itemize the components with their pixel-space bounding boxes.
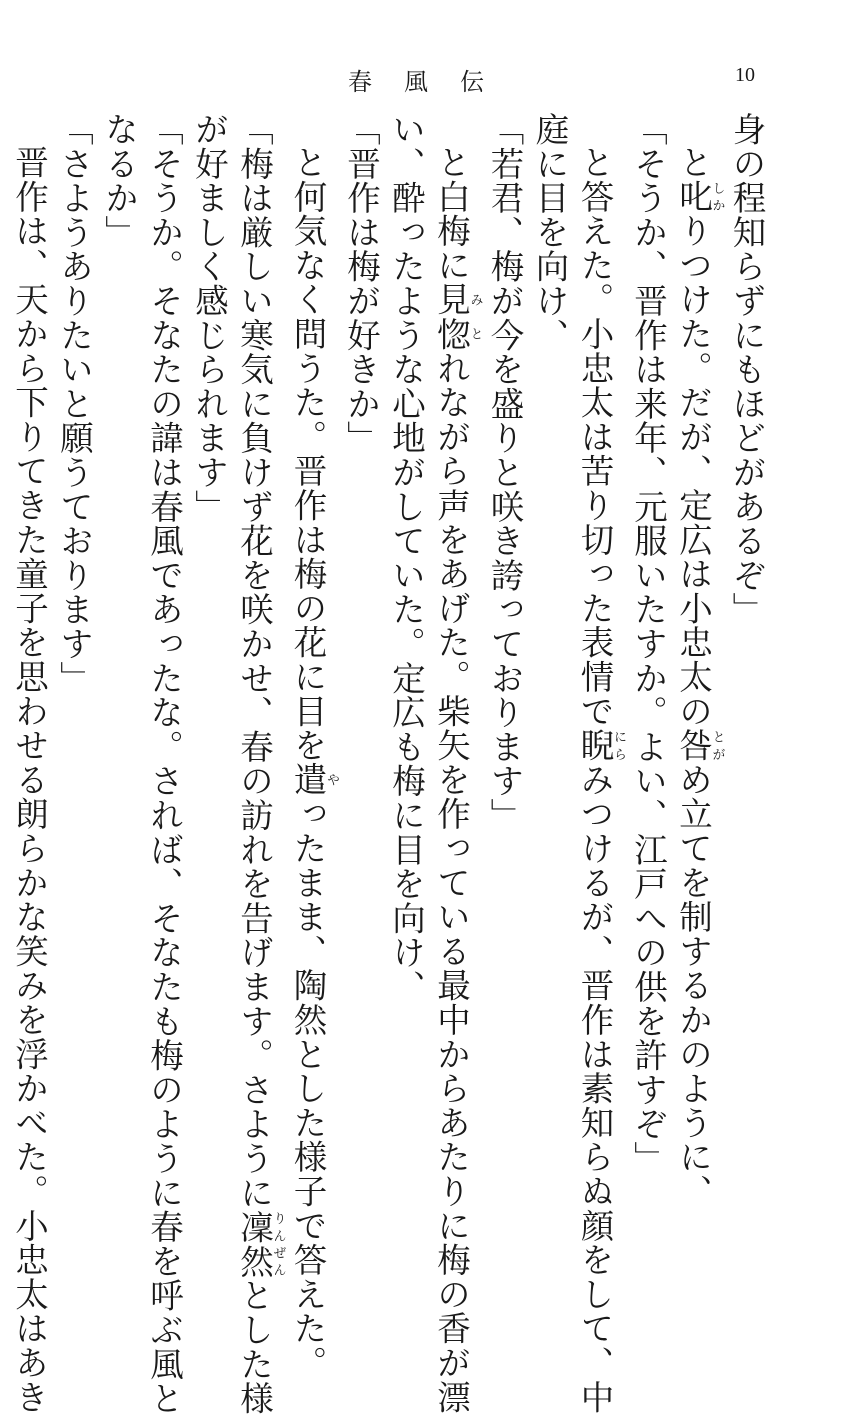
ruby-to: 惚と (431, 316, 483, 351)
page-number: 10 (735, 64, 755, 86)
ruby-rinzen: 凜然りんぜん (234, 1209, 286, 1279)
text-line: 身の程知らずにもほどがあるぞ」 (727, 112, 766, 627)
text-line: 「そうか、晋作は来年、元服いたすか。よい、江戸への供を許すぞ」 (628, 112, 668, 1176)
text-line: い、酔ったような心地がしていた。定広も梅に目を向け、 (386, 112, 426, 1004)
text-line: 「若君、梅が今を盛りと咲き誇っております」 (485, 112, 524, 833)
text-line: 庭に目を向け、 (530, 112, 569, 353)
text-line: 「そうか。そなたの諱は春風であったな。されば、そなたも梅のように春を呼ぶ風と (144, 112, 184, 1415)
ruby-nira: 睨にら (575, 728, 626, 763)
text-line: と何気なく問うた。晋作は梅の花に目を遣やったまま、陶然とした様子で答えた。 (288, 145, 339, 1380)
ruby-toga: 咎とが (673, 728, 725, 763)
vertical-text-body (7, 112, 770, 1415)
ruby-ya: 遣や (288, 762, 339, 797)
text-line: 晋作は、天から下りてきた童子を思わせる朗らかな笑みを浮かべた。小忠太はあき (9, 145, 49, 1415)
text-line: と答えた。小忠太は苦り切った表情で睨にらみつけるが、晋作は素知らぬ顔をして、中 (575, 145, 626, 1415)
text-line: 「梅は厳しい寒気に負けず花を咲かせ、春の訪れを告げます。さように凜然りんぜんとした様 (234, 112, 286, 1415)
text-line: と叱しかりつけた。だが、定広は小忠太の咎とがめ立てを制するかのように、 (673, 145, 725, 1209)
ruby-mi: 見み (431, 282, 483, 317)
text-line: 「さようありたいと願うております」 (54, 112, 94, 696)
text-line: なるか」 (99, 112, 139, 250)
text-line: 「晋作は梅が好きか」 (341, 112, 381, 455)
text-line: と白梅に見み惚とれながら声をあげた。柴矢を作っている最中からあたりに梅の香が漂 (431, 145, 483, 1415)
running-header-title: 春風伝 (348, 68, 516, 96)
ruby-shika: 叱しか (673, 179, 725, 214)
text-line: が好ましく感じられます」 (189, 112, 229, 524)
